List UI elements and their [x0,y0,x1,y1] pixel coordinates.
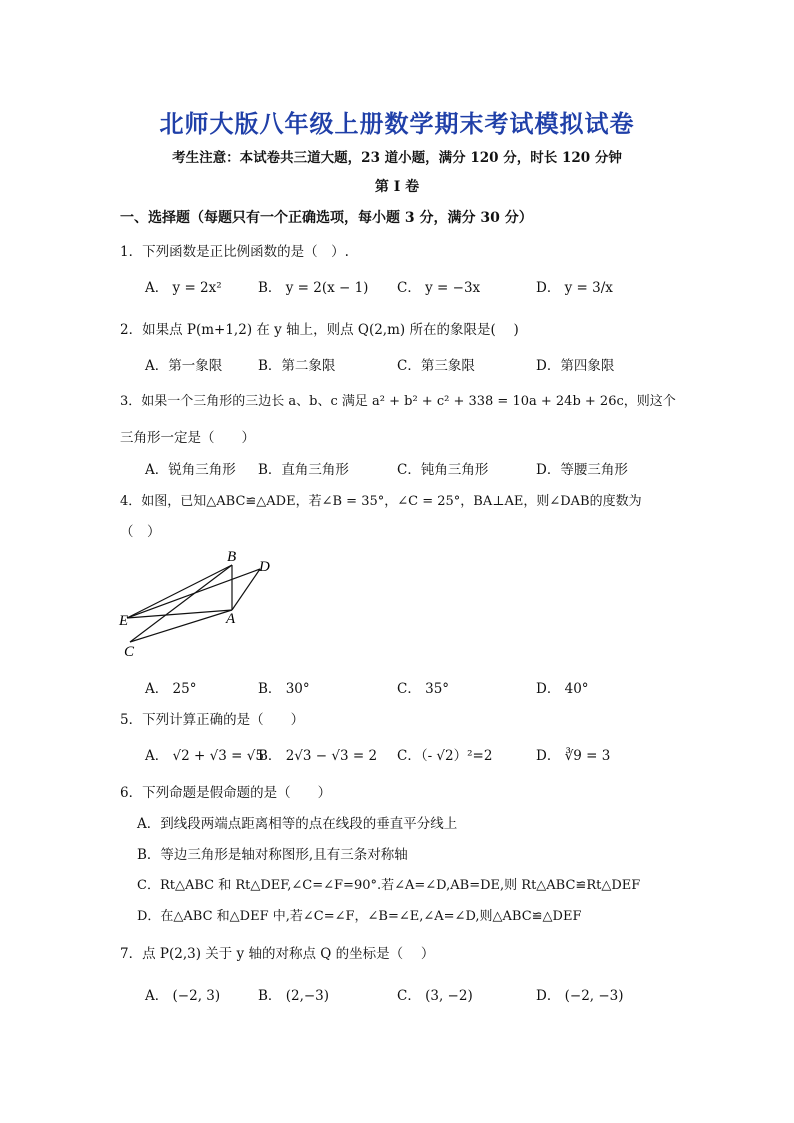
exam-notice: 考生注意：本试卷共三道大题，23 道小题，满分 120 分，时长 120 分钟 [172,150,622,166]
question-5-stem: 5．下列计算正确的是（ ） [120,712,305,728]
line-ed [127,569,260,618]
line-ea [127,610,232,618]
question-6-option-d: D．在△ABC 和△DEF 中,若∠C=∠F，∠B=∠E,∠A=∠D,则△ABC≌△DEF [137,909,582,924]
line-ad [232,569,260,610]
question-3-option-b: B．直角三角形 [258,462,349,478]
label-a: A [226,611,236,627]
question-2-option-a: A．第一象限 [145,358,223,374]
question-4-stem-line2: （ ） [120,524,161,540]
question-5-option-a: A． √2 + √3 = √5 [145,748,264,764]
label-c: C [124,644,135,660]
question-1-option-b: B． y = 2(x − 1) [258,280,369,296]
line-ca [130,610,232,642]
question-2-option-b: B．第二象限 [258,358,336,374]
question-3-option-a: A．锐角三角形 [145,462,236,478]
question-6-option-a: A．到线段两端点距离相等的点在线段的垂直平分线上 [137,816,458,832]
question-4-option-b: B． 30° [258,681,310,697]
question-2-option-d: D．第四象限 [536,358,615,374]
question-7-stem: 7．点 P(2,3) 关于 y 轴的对称点 Q 的坐标是（ ） [120,946,435,962]
question-6-option-c: C．Rt△ABC 和 Rt△DEF,∠C=∠F=90°.若∠A=∠D,AB=DE,则 Rt△ABC≌Rt△DEF [137,878,641,893]
question-3-option-d: D．等腰三角形 [536,462,628,478]
question-3-option-c: C．钝角三角形 [397,462,489,478]
question-1-option-a: A． y = 2x² [145,280,222,296]
line-cb [130,565,232,642]
question-4-option-a: A． 25° [145,681,197,697]
question-4-option-c: C． 35° [397,681,450,697]
question-5-option-c: C．（- √2）²=2 [397,748,493,764]
question-7-option-a: A． (−2, 3) [145,988,221,1004]
triangle-figure [110,545,280,660]
line-eb [127,565,232,618]
section-heading: 一、选择题（每题只有一个正确选项，每小题 3 分，满分 30 分） [120,210,533,226]
label-e: E [119,613,129,629]
label-b: B [227,549,237,565]
question-2-stem: 2．如果点 P(m+1,2) 在 y 轴上，则点 Q(2,m) 所在的象限是( ) [120,322,519,338]
question-6-stem: 6．下列命题是假命题的是（ ） [120,785,332,801]
question-7-option-d: D． (−2, −3) [536,988,624,1004]
question-5-option-d: D． ∛9 = 3 [536,748,611,764]
question-7-option-b: B． (2,−3) [258,988,330,1004]
question-6-option-b: B．等边三角形是轴对称图形,且有三条对称轴 [137,847,408,863]
question-1-option-d: D． y = 3/x [536,280,613,296]
question-4-stem-line1: 4．如图，已知△ABC≌△ADE，若∠B = 35°，∠C = 25°，BA⊥AE，则∠DAB的度数为 [120,494,642,509]
question-1-stem: 1．下列函数是正比例函数的是（ ）. [120,244,349,260]
question-7-option-c: C． (3, −2) [397,988,473,1004]
question-3-stem-line2: 三角形一定是（ ） [120,430,255,446]
page-title: 北师大版八年级上册数学期末考试模拟试卷 [159,110,635,138]
label-d: D [259,559,270,575]
question-3-stem-line1: 3．如果一个三角形的三边长 a、b、c 满足 a² + b² + c² + 338 = 10a + 24b + 26c，则这个 [120,394,676,409]
question-5-option-b: B． 2√3 − √3 = 2 [258,748,378,764]
volume-heading: 第 I 卷 [374,179,420,195]
question-1-option-c: C． y = −3x [397,280,481,296]
question-4-option-d: D． 40° [536,681,589,697]
question-2-option-c: C．第三象限 [397,358,475,374]
